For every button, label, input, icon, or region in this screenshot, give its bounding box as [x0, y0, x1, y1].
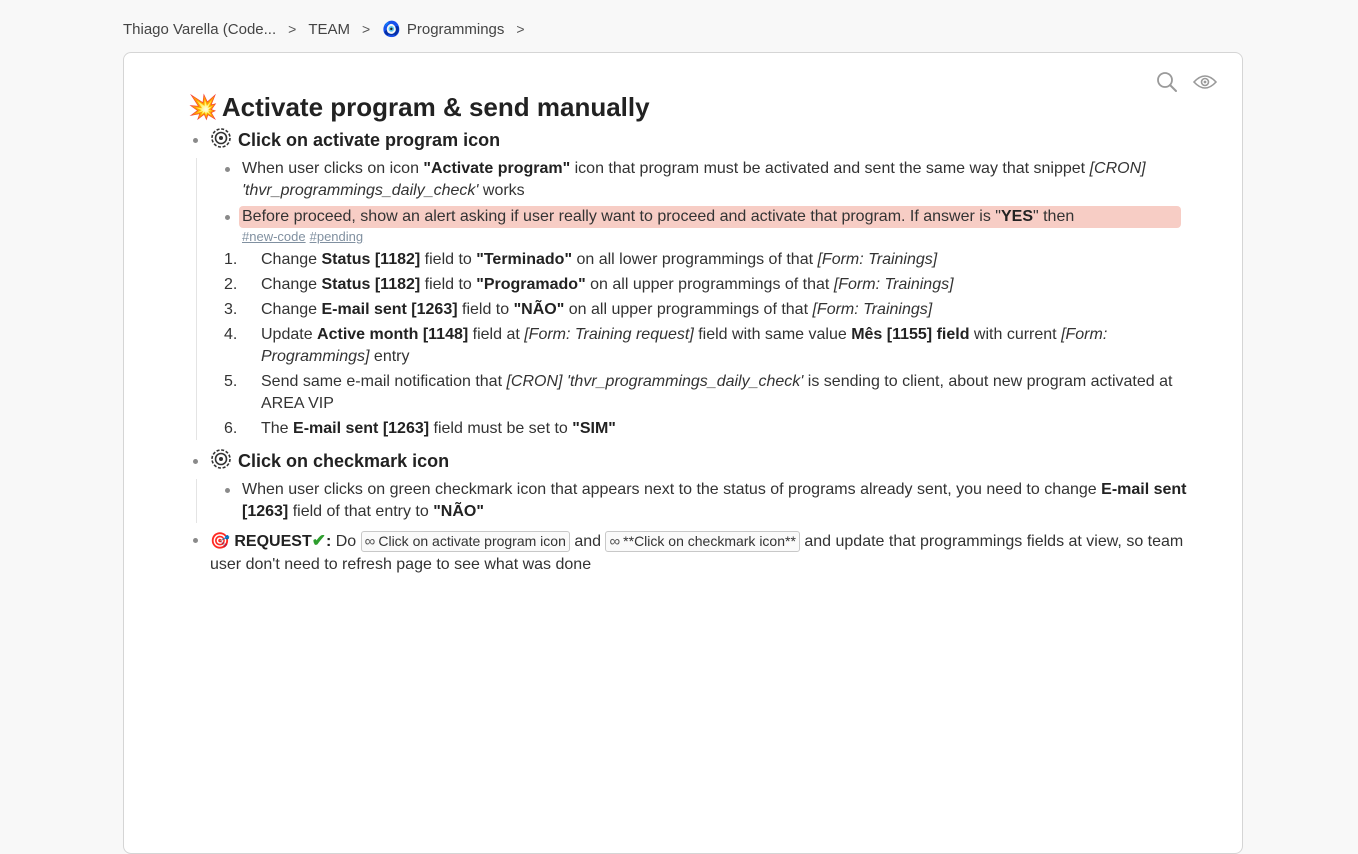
infinity-icon: ∞	[364, 533, 376, 550]
breadcrumb-separator: >	[288, 21, 297, 37]
text-segment: Do	[331, 533, 361, 550]
text-segment: field to	[420, 276, 477, 293]
bold-text: E-mail sent [1263]	[242, 481, 1187, 520]
italic-text: [Form: Training request]	[524, 326, 694, 343]
text-segment: on all lower programmings of that	[572, 251, 818, 268]
list-item[interactable]	[220, 249, 1188, 271]
bullet-dot[interactable]	[225, 167, 230, 172]
text-segment: field with same value	[693, 326, 852, 343]
bullet-dot[interactable]	[193, 538, 198, 543]
breadcrumb-separator: >	[516, 21, 525, 37]
request-label: REQUEST	[234, 533, 312, 550]
page-content	[188, 89, 1188, 576]
text-segment: entry	[369, 348, 410, 365]
highlighted-text	[239, 206, 1181, 228]
text-segment: field of that entry to	[288, 503, 434, 520]
breadcrumb-separator: >	[362, 21, 371, 37]
bullet-dot[interactable]	[225, 488, 230, 493]
list-number: 5.	[224, 373, 238, 390]
eye-icon[interactable]	[1192, 69, 1218, 95]
bold-text: "Terminado"	[476, 251, 573, 268]
bold-text: "Activate program"	[423, 160, 571, 177]
breadcrumb	[123, 18, 537, 40]
list-number: 4.	[224, 326, 238, 343]
block-alert-highlight[interactable]	[220, 206, 1188, 440]
italic-text: [Form: Trainings]	[812, 301, 933, 318]
page-card	[123, 52, 1243, 854]
bold-text: Status [1182]	[321, 276, 421, 293]
text-segment: Update	[261, 326, 318, 343]
block-text[interactable]	[220, 158, 1188, 202]
text-segment: icon that program must be activated and sent the same way that snippet	[570, 160, 1090, 177]
breadcrumb-item-workspace[interactable]: Thiago Varella (Code...	[123, 20, 277, 38]
block-heading-text: Click on activate program icon	[238, 130, 501, 150]
block-children	[196, 479, 1188, 523]
gear-icon	[210, 448, 232, 477]
tag-pending[interactable]: #pending	[309, 229, 364, 244]
bold-text: Active month [1148]	[317, 326, 469, 343]
bullet-dot[interactable]	[225, 215, 230, 220]
numbered-list	[220, 249, 1188, 440]
block-heading[interactable]	[188, 127, 1188, 156]
list-number: 2.	[224, 276, 238, 293]
text-segment: field to	[457, 301, 514, 318]
italic-text: [CRON] 'thvr_programmings_daily_check'	[242, 160, 1146, 199]
list-item[interactable]	[220, 371, 1188, 415]
text-segment: is sending to client, about new program activated at AREA VIP	[261, 373, 1173, 412]
tag-list	[242, 228, 1188, 246]
page-title-text: Activate program & send manually	[221, 91, 650, 122]
block-checkmark	[188, 448, 1188, 523]
collision-emoji-icon: 💥	[188, 93, 218, 121]
list-number: 3.	[224, 301, 238, 318]
breadcrumb-item-programmings[interactable]: Programmings	[406, 20, 505, 38]
text-segment: :	[325, 533, 332, 550]
text-segment: field at	[468, 326, 525, 343]
text-segment: When user clicks on green checkmark icon that appears next to the status of programs already sent, you need to change	[242, 481, 1102, 498]
text-segment: The	[261, 420, 294, 437]
text-segment: with current	[969, 326, 1062, 343]
text-segment: field must be set to	[429, 420, 573, 437]
text-segment: Send same e-mail notification that	[261, 373, 507, 390]
text-segment: When user clicks on icon	[242, 160, 424, 177]
text-segment: field to	[420, 251, 477, 268]
breadcrumb-item-team[interactable]: TEAM	[308, 20, 350, 38]
block-text[interactable]	[220, 479, 1188, 523]
list-number: 1.	[224, 251, 238, 268]
block-request[interactable]	[188, 529, 1188, 576]
gear-icon	[210, 127, 232, 156]
list-item[interactable]	[220, 299, 1188, 321]
bold-text: Mês [1155] field	[851, 326, 970, 343]
list-item[interactable]	[220, 274, 1188, 296]
bold-text: "SIM"	[572, 420, 616, 437]
tag-new-code[interactable]: #new-code	[242, 229, 306, 244]
text-segment: " then	[1032, 208, 1075, 225]
text-segment: on all upper programmings of that	[564, 301, 813, 318]
bold-text: YES	[1000, 208, 1033, 225]
infinity-icon: ∞	[609, 533, 621, 550]
italic-text: [CRON] 'thvr_programmings_daily_check'	[506, 373, 804, 390]
block-reference-checkmark[interactable]	[605, 531, 799, 552]
bold-text: E-mail sent [1263]	[293, 420, 430, 437]
bold-text: "NÃO"	[433, 503, 484, 520]
text-segment: and update that programmings fields at view, so team user don't need to refresh page to see what was done	[210, 533, 1184, 573]
list-item[interactable]	[220, 418, 1188, 440]
text-segment: Change	[261, 301, 322, 318]
target-emoji-icon: 🎯	[210, 533, 230, 550]
block-heading-text: Click on checkmark icon	[238, 451, 450, 471]
block-heading[interactable]	[188, 448, 1188, 477]
block-reference-activate[interactable]	[361, 531, 570, 552]
text-segment: Change	[261, 251, 322, 268]
programmings-emoji-icon: 🧿	[382, 21, 401, 38]
block-reference-text: Click on activate program icon	[378, 533, 566, 549]
text-segment: and	[569, 533, 606, 550]
bold-text: E-mail sent [1263]	[321, 301, 458, 318]
text-segment: Change	[261, 276, 322, 293]
block-activate-program	[188, 127, 1188, 440]
bold-text: "NÃO"	[513, 301, 565, 318]
list-number: 6.	[224, 420, 238, 437]
italic-text: [Form: Trainings]	[833, 276, 954, 293]
text-segment: Before proceed, show an alert asking if user really want to proceed and activate that program. If answer is "	[242, 208, 1001, 225]
block-children	[196, 158, 1188, 440]
list-item[interactable]	[220, 324, 1188, 368]
check-icon: ✔	[311, 531, 326, 550]
text-segment: works	[478, 182, 525, 199]
bullet-dot[interactable]	[193, 459, 198, 464]
text-segment: on all upper programmings of that	[585, 276, 834, 293]
page-title	[188, 89, 1188, 125]
bold-text: Status [1182]	[321, 251, 421, 268]
italic-text: [Form: Trainings]	[817, 251, 938, 268]
block-reference-text: **Click on checkmark icon**	[623, 533, 796, 549]
bullet-dot[interactable]	[193, 138, 198, 143]
bold-text: "Programado"	[476, 276, 586, 293]
italic-text: [Form: Programmings]	[261, 326, 1108, 365]
